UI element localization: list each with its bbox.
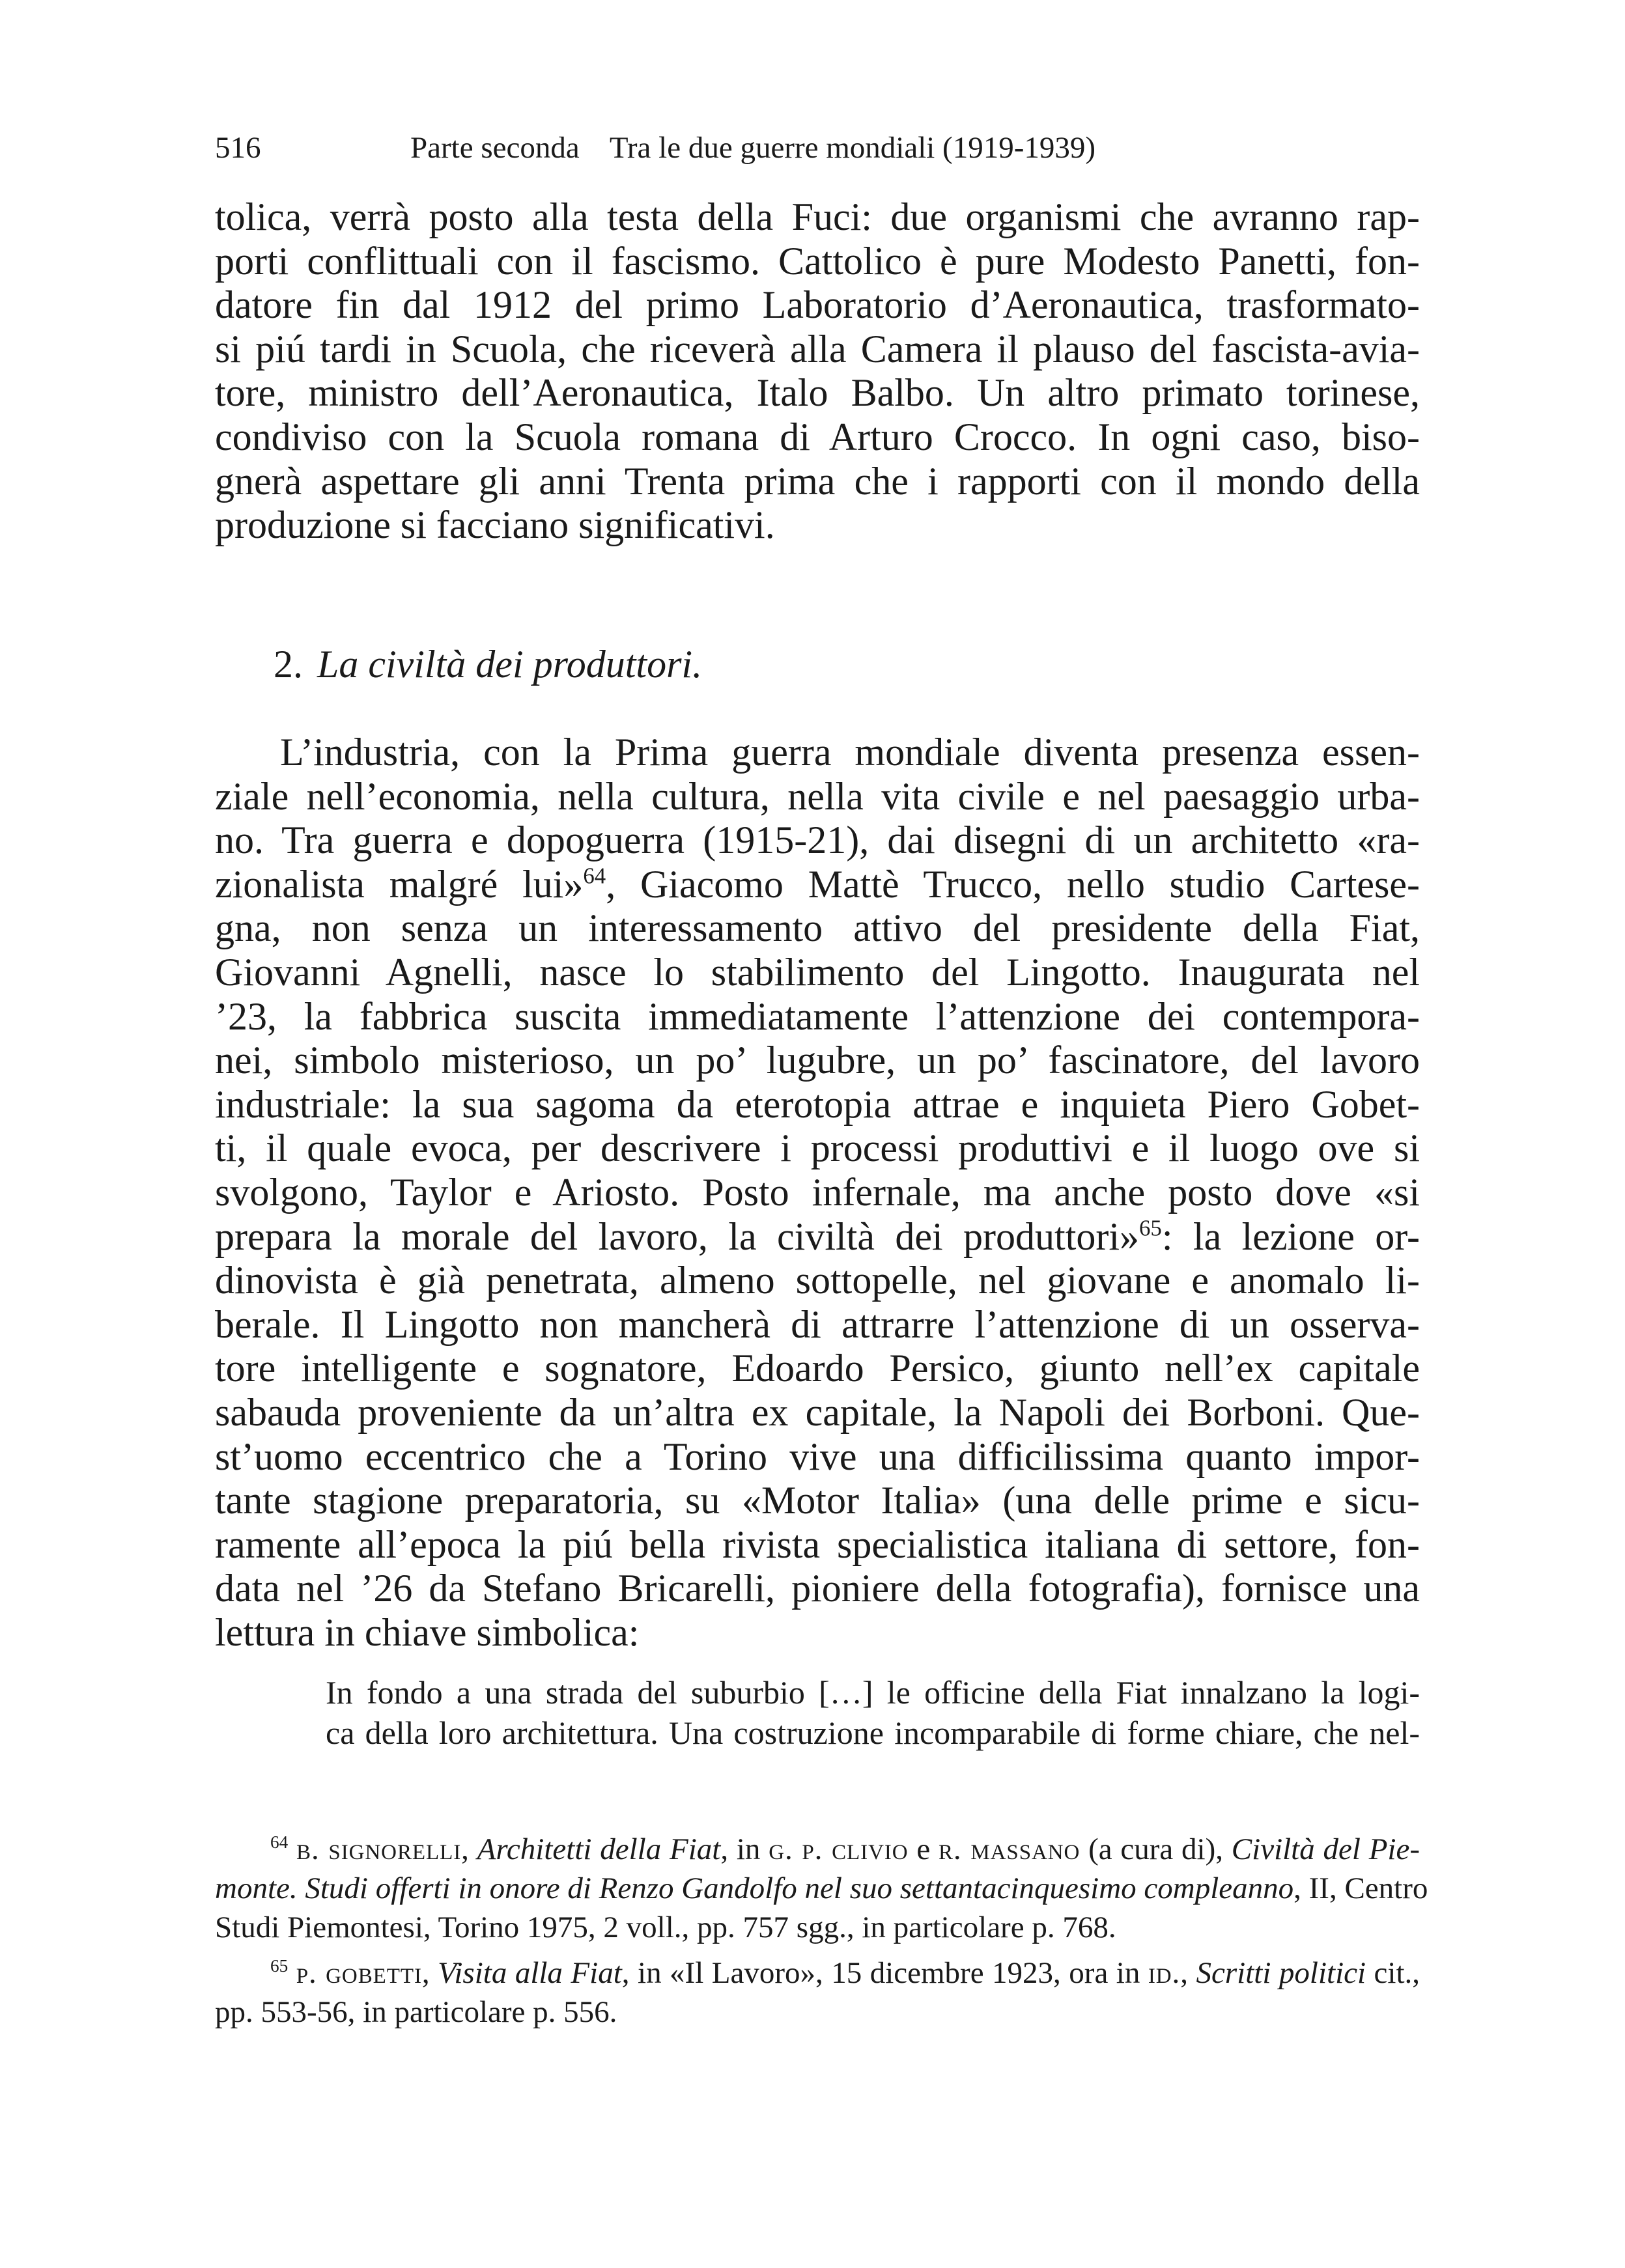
text-line: ziale nell’economia, nella cultura, nella vita civile e nel paesaggio urba- (215, 774, 1420, 818)
text-fragment: zionalista malgré lui» (215, 862, 584, 906)
text-line: tore intelligente e sognatore, Edoardo Persico, giunto nell’ex capitale (215, 1347, 1420, 1390)
footnote-65-line (215, 1953, 1420, 1993)
text-fragment: , Giacomo Mattè Trucco, nello studio Cartese- (606, 862, 1420, 906)
text-line: industriale: la sua sagoma da eterotopia attrae e inquieta Piero Gobet- (215, 1082, 1420, 1126)
paragraph-main (215, 731, 1420, 1655)
footnote-mark-64: 64 (270, 1832, 289, 1853)
text-fragment: , in «Il Lavoro», 15 dicembre 1923, ora in (621, 1956, 1148, 1990)
work-title: Scritti politici (1196, 1956, 1366, 1990)
text-line: Giovanni Agnelli, nasce lo stabilimento del Lingotto. Inaugurata nel (215, 950, 1420, 994)
running-header (215, 125, 1420, 171)
text-line: data nel ’26 da Stefano Bricarelli, pioniere della fotografia), fornisce una (215, 1567, 1420, 1610)
text-fragment: , in (720, 1832, 769, 1866)
text-line: L’industria, con la Prima guerra mondiale diventa presenza essen- (280, 731, 1420, 774)
text-fragment: , (421, 1956, 438, 1990)
paragraph-continuation (215, 195, 1420, 548)
text-line: ’23, la fabbrica suscita immediatamente l’attenzione dei contempora- (215, 994, 1420, 1038)
footnote-64-line: Studi Piemontesi, Torino 1975, 2 voll., pp. 757 sgg., in particolare p. 768. (215, 1911, 1116, 1944)
text-line (215, 1215, 1420, 1259)
text-line: ti, il quale evoca, per descrivere i processi produttivi e il luogo ove si (215, 1127, 1420, 1170)
footnote-ref-65[interactable]: 65 (1139, 1214, 1162, 1240)
author-name: p. gobetti (296, 1956, 422, 1990)
footnote-ref-64[interactable]: 64 (583, 863, 606, 889)
running-title: Parte seconda Tra le due guerre mondiali (1919-1939) (410, 131, 1096, 165)
text-fragment: prepara la morale del lavoro, la civiltà dei produttori» (215, 1214, 1140, 1258)
text-line: datore fin dal 1912 del primo Laboratorio d’Aeronautica, trasformato- (215, 283, 1420, 327)
work-title: Visita alla Fiat (438, 1956, 622, 1990)
quote-line: ca della loro architettura. Una costruzione incomparabile di forme chiare, che nel- (326, 1715, 1420, 1751)
text-line: condiviso con la Scuola romana di Arturo Crocco. In ogni caso, biso- (215, 415, 1420, 458)
text-line: dinovista è già penetrata, almeno sottopelle, nel giovane e anomalo li- (215, 1259, 1420, 1302)
text-fragment: e (908, 1832, 939, 1866)
text-line: tante stagione preparatoria, su «Motor Italia» (una delle prime e sicu- (215, 1479, 1420, 1522)
text-line: si piú tardi in Scuola, che riceverà alla Camera il plauso del fascista-avia- (215, 327, 1420, 371)
text-line: sabauda proveniente da un’altra ex capitale, la Napoli dei Borboni. Que- (215, 1390, 1420, 1434)
text-fragment: : la lezione or- (1161, 1214, 1420, 1258)
text-line: lettura in chiave simbolica: (215, 1610, 640, 1654)
text-fragment: , II, Centro (1293, 1871, 1428, 1905)
text-fragment: cit., (1366, 1956, 1420, 1990)
page-number: 516 (215, 131, 261, 165)
section-heading (274, 641, 702, 687)
text-line: st’uomo eccentrico che a Torino vive una difficilissima quanto impor- (215, 1435, 1420, 1478)
work-title: Architetti della Fiat (477, 1832, 721, 1866)
text-fragment: , (461, 1832, 477, 1866)
text-line: produzione si facciano significativi. (215, 503, 775, 547)
editor-name: r. massano (938, 1832, 1081, 1866)
footnote-64-line (215, 1869, 1428, 1908)
text-line: ramente all’epoca la piú bella rivista specialistica italiana di settore, fon- (215, 1522, 1420, 1566)
text-line: svolgono, Taylor e Ariosto. Posto infernale, ma anche posto dove «si (215, 1170, 1420, 1214)
editor-name: g. p. clivio (769, 1832, 909, 1866)
text-line: gna, non senza un interessamento attivo del presidente della Fiat, (215, 906, 1420, 950)
author-name: b. signorelli (296, 1832, 462, 1866)
footnotes (215, 1830, 1428, 2032)
section-title: La civiltà dei produttori. (317, 643, 703, 686)
footnote-mark-65: 65 (270, 1956, 289, 1976)
text-line: tore, ministro dell’Aeronautica, Italo Balbo. Un altro primato torinese, (215, 371, 1420, 415)
text-line (215, 863, 1420, 907)
block-quote (326, 1672, 1420, 1753)
text-line: no. Tra guerra e dopoguerra (1915-21), dai disegni di un architetto «ra- (215, 819, 1420, 862)
text-line: berale. Il Lingotto non mancherà di attrarre l’attenzione di un osserva- (215, 1302, 1420, 1346)
text-line: tolica, verrà posto alla testa della Fuci: due organismi che avranno rap- (215, 195, 1420, 238)
quote-line: In fondo a una strada del suburbio […] le officine della Fiat innalzano la logi- (326, 1674, 1420, 1711)
text-line: porti conflittuali con il fascismo. Cattolico è pure Modesto Panetti, fon- (215, 239, 1420, 283)
text-fragment: , (1180, 1956, 1196, 1990)
text-line: nei, simbolo misterioso, un po’ lugubre, un po’ fascinatore, del lavoro (215, 1039, 1420, 1082)
work-title: monte. Studi offerti in onore di Renzo Gandolfo nel suo settantacinquesimo compleanno (215, 1871, 1294, 1905)
section-number: 2. (274, 643, 303, 686)
footnote-64-line (215, 1830, 1420, 1869)
work-title: Civiltà del Pie- (1231, 1832, 1420, 1866)
text-fragment: (a cura di), (1080, 1832, 1232, 1866)
footnote-65-line: pp. 553-56, in particolare p. 556. (215, 1995, 617, 2029)
ibid-abbrev: id. (1148, 1956, 1181, 1990)
text-line: gnerà aspettare gli anni Trenta prima che i rapporti con il mondo della (215, 459, 1420, 503)
